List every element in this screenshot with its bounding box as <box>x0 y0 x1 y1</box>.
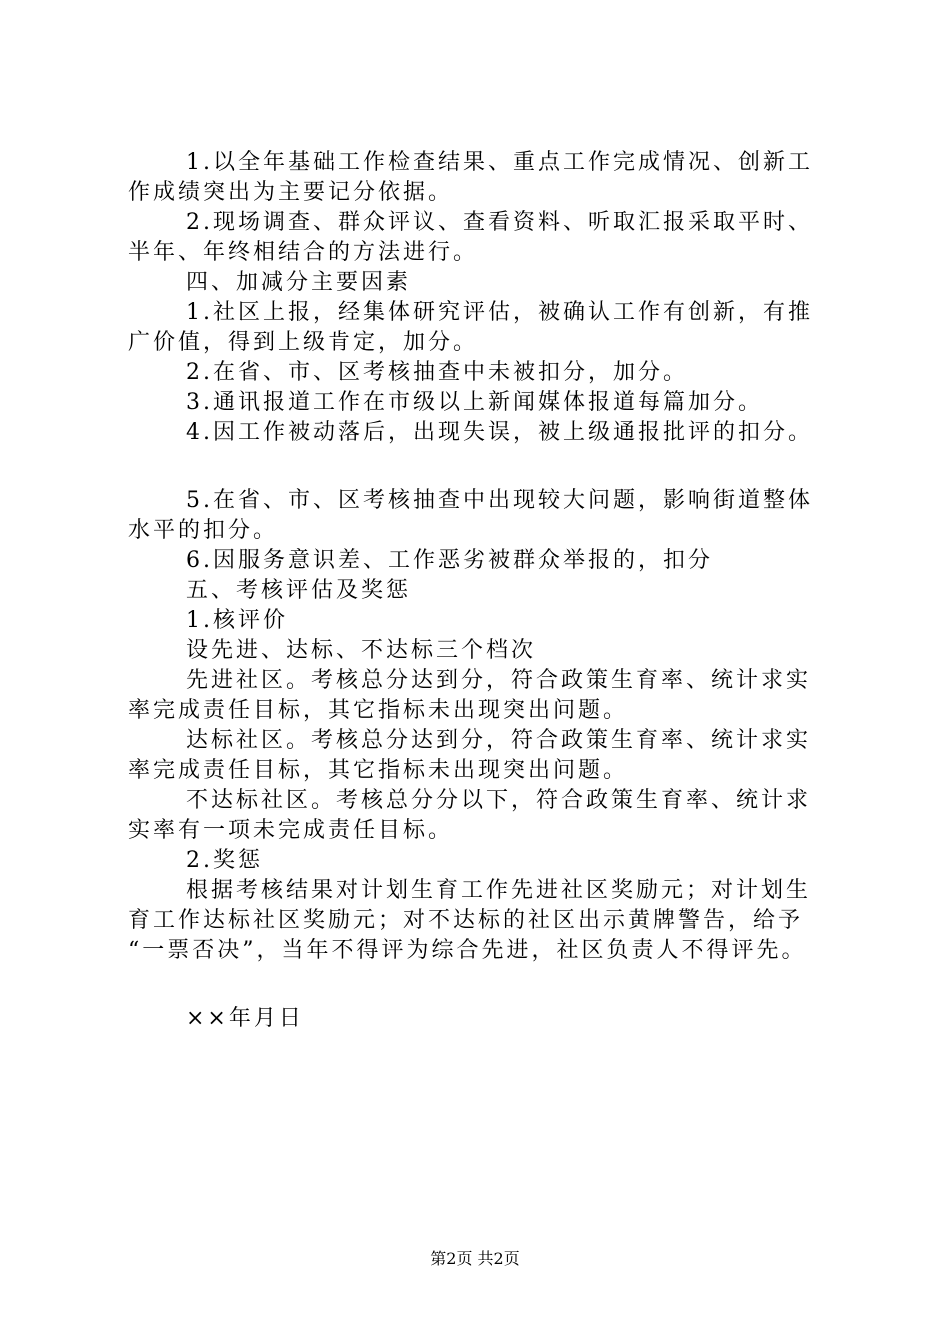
paragraph-1 <box>128 148 848 208</box>
paragraph-5 <box>128 358 848 388</box>
paragraph-line: 不达标社区。考核总分分以下，符合政策生育率、统计求 <box>186 788 812 813</box>
page-footer <box>0 1246 950 1269</box>
paragraph-line: 达标社区。考核总分达到分，符合政策生育率、统计求实 <box>186 728 812 753</box>
paragraph-4 <box>128 298 848 358</box>
section-heading-4 <box>128 268 848 298</box>
paragraph-line: 1.核评价 <box>186 608 288 633</box>
section-heading-5 <box>128 576 848 606</box>
paragraph-9 <box>128 546 848 576</box>
paragraph-line: 五、考核评估及奖惩 <box>186 578 412 603</box>
paragraph-line: 4.因工作被动落后，出现失误，被上级通报批评的扣分。 <box>186 420 813 445</box>
paragraph-levels <box>128 636 848 666</box>
paragraph-line: 先进社区。考核总分达到分，符合政策生育率、统计求实 <box>186 668 812 693</box>
paragraph-rewards <box>128 876 848 966</box>
subheading-rewards <box>128 846 848 876</box>
paragraph-line: 育工作达标社区奖励元；对不达标的社区出示黄牌警告，给予 <box>128 908 804 933</box>
paragraph-2 <box>128 208 848 268</box>
paragraph-line: 水平的扣分。 <box>128 518 279 543</box>
document-body <box>128 148 848 1034</box>
paragraph-8 <box>128 486 848 546</box>
paragraph-7 <box>128 418 848 448</box>
paragraph-line: 作成绩突出为主要记分依据。 <box>128 180 454 205</box>
paragraph-line: 2.现场调查、群众评议、查看资料、听取汇报采取平时、 <box>186 210 813 235</box>
paragraph-line: 四、加减分主要因素 <box>186 270 412 295</box>
paragraph-line: 1.社区上报，经集体研究评估，被确认工作有创新，有推 <box>186 300 813 325</box>
paragraph-line: 2.在省、市、区考核抽查中未被扣分，加分。 <box>186 360 688 385</box>
paragraph-line: 半年、年终相结合的方法进行。 <box>128 240 479 265</box>
paragraph-line: 2.奖惩 <box>186 848 263 873</box>
paragraph-line: 率完成责任目标，其它指标未出现突出问题。 <box>128 698 629 723</box>
paragraph-line: 3.通讯报道工作在市级以上新闻媒体报道每篇加分。 <box>186 390 763 415</box>
paragraph-substandard <box>128 786 848 846</box>
paragraph-line: 实率有一项未完成责任目标。 <box>128 818 454 843</box>
paragraph-line: 广价值，得到上级肯定，加分。 <box>128 330 479 355</box>
paragraph-line: 设先进、达标、不达标三个档次 <box>186 638 537 663</box>
paragraph-line: 根据考核结果对计划生育工作先进社区奖励元；对计划生 <box>186 878 812 903</box>
paragraph-line: 6.因服务意识差、工作恶劣被群众举报的，扣分 <box>186 548 713 573</box>
paragraph-line: ××年月日 <box>186 1006 304 1031</box>
paragraph-standard <box>128 726 848 786</box>
paragraph-line: “一票否决”，当年不得评为综合先进，社区负责人不得评先。 <box>128 938 807 963</box>
paragraph-advanced <box>128 666 848 726</box>
paragraph-6 <box>128 388 848 418</box>
paragraph-line: 率完成责任目标，其它指标未出现突出问题。 <box>128 758 629 783</box>
paragraph-line: 5.在省、市、区考核抽查中出现较大问题，影响街道整体 <box>186 488 813 513</box>
subheading-evaluation <box>128 606 848 636</box>
paragraph-line: 1.以全年基础工作检查结果、重点工作完成情况、创新工 <box>186 150 813 175</box>
date-line <box>128 1004 848 1034</box>
page-number-label: 第2页 共2页 <box>430 1249 520 1268</box>
